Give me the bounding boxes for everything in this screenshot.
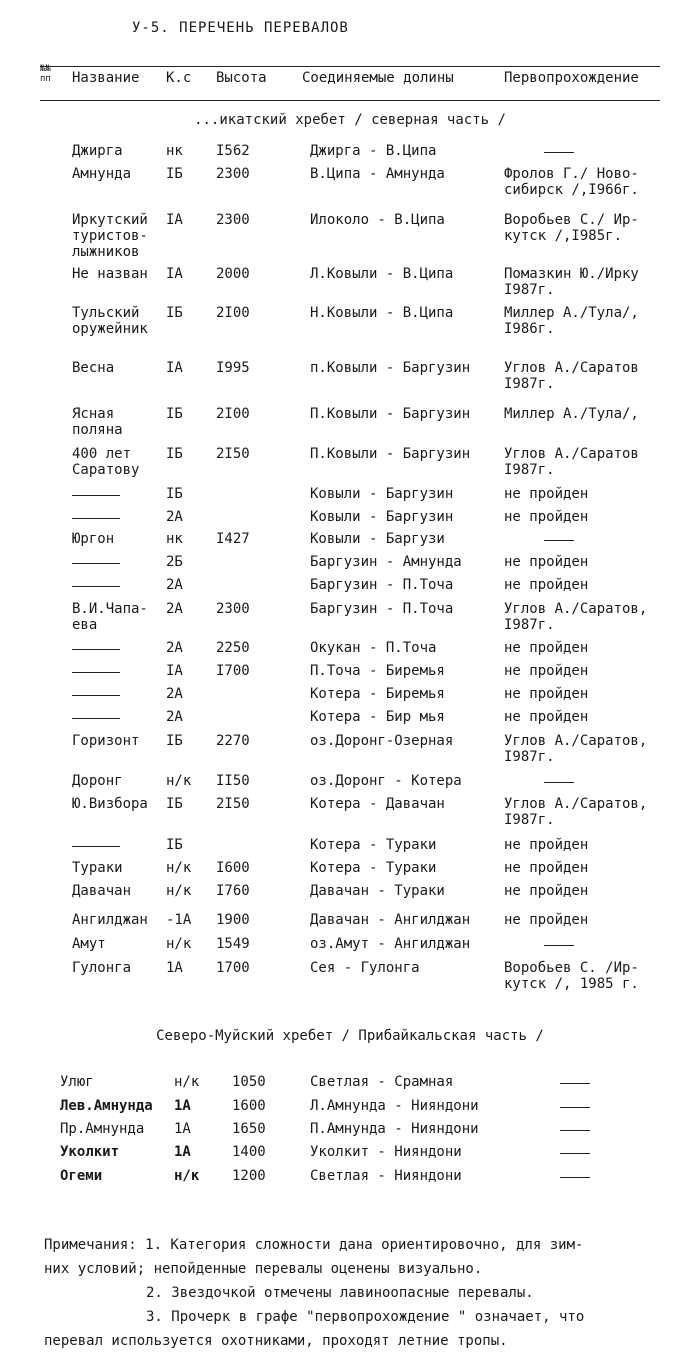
pass-name: Давачан bbox=[72, 883, 132, 899]
pass-valleys: П.Ковыли - Баргузин bbox=[310, 406, 471, 422]
pass-name: Лев.Амнунда bbox=[60, 1098, 153, 1114]
pass-name: Доронг bbox=[72, 773, 123, 789]
pass-category: IБ bbox=[166, 796, 183, 812]
note-line: 3. Прочерк в графе "первопрохождение " означает, что bbox=[146, 1309, 585, 1325]
pass-category: 1А bbox=[174, 1121, 191, 1137]
pass-category: н/к bbox=[166, 860, 192, 876]
pass-name: Улюг bbox=[60, 1074, 94, 1090]
pass-first-ascent: не пройден bbox=[504, 640, 589, 656]
pass-category: IА bbox=[166, 212, 183, 228]
pass-valleys: оз.Доронг-Озерная bbox=[310, 733, 454, 749]
pass-height: 2I00 bbox=[216, 305, 250, 321]
pass-name: Уколкит bbox=[60, 1144, 120, 1160]
dash-placeholder bbox=[72, 649, 120, 650]
pass-height: 2I50 bbox=[216, 446, 250, 462]
dash-placeholder bbox=[72, 672, 120, 673]
pass-valleys: П.Ковыли - Баргузин bbox=[310, 446, 471, 462]
section-title-1: ...икатский хребет / северная часть / bbox=[194, 112, 506, 128]
header-first-ascent: Первопрохождение bbox=[504, 70, 639, 86]
pass-valleys: Ковыли - Баргузи bbox=[310, 531, 445, 547]
pass-first-ascent: Фролов Г./ Ново- сибирск /,I966г. bbox=[504, 166, 639, 198]
pass-name: Не назван bbox=[72, 266, 148, 282]
pass-first-ascent: Помазкин Ю./Ирку I987г. bbox=[504, 266, 639, 298]
pass-first-ascent: не пройден bbox=[504, 663, 589, 679]
pass-name: В.И.Чапа- ева bbox=[72, 601, 148, 633]
dash-placeholder bbox=[560, 1130, 590, 1131]
pass-valleys: Баргузин - Амнунда bbox=[310, 554, 462, 570]
pass-valleys: П.Амнунда - Нияндони bbox=[310, 1121, 479, 1137]
pass-category: н/к bbox=[174, 1074, 200, 1090]
pass-height: 2I50 bbox=[216, 796, 250, 812]
pass-valleys: Н.Ковыли - В.Ципа bbox=[310, 305, 454, 321]
pass-category: IБ bbox=[166, 733, 183, 749]
dash-placeholder bbox=[72, 495, 120, 496]
pass-category: 2А bbox=[166, 709, 183, 725]
pass-valleys: Котера - Давачан bbox=[310, 796, 445, 812]
pass-first-ascent: Углов А./Саратов I987г. bbox=[504, 446, 639, 478]
dash-placeholder bbox=[72, 695, 120, 696]
pass-valleys: Илоколо - В.Ципа bbox=[310, 212, 445, 228]
pass-valleys: п.Ковыли - Баргузин bbox=[310, 360, 471, 376]
pass-valleys: Светлая - Срамная bbox=[310, 1074, 454, 1090]
pass-valleys: Уколкит - Нияндони bbox=[310, 1144, 462, 1160]
pass-height: 1400 bbox=[232, 1144, 266, 1160]
pass-valleys: Окукан - П.Точа bbox=[310, 640, 437, 656]
pass-category: н/к bbox=[166, 773, 192, 789]
dash-placeholder bbox=[544, 945, 574, 946]
header-valleys: Соединяемые долины bbox=[302, 70, 454, 86]
pass-first-ascent: не пройден bbox=[504, 709, 589, 725]
pass-category: 2Б bbox=[166, 554, 183, 570]
pass-name: Тульский оружейник bbox=[72, 305, 148, 337]
pass-valleys: Давачан - Ангилджан bbox=[310, 912, 471, 928]
section-title-2: Северо-Муйский хребет / Прибайкальская часть / bbox=[156, 1028, 544, 1044]
pass-valleys: Джирга - В.Ципа bbox=[310, 143, 437, 159]
pass-height: 2250 bbox=[216, 640, 250, 656]
pass-first-ascent: не пройден bbox=[504, 554, 589, 570]
pass-height: I995 bbox=[216, 360, 250, 376]
pass-category: IБ bbox=[166, 486, 183, 502]
pass-category: 2А bbox=[166, 601, 183, 617]
pass-valleys: Котера - Биремья bbox=[310, 686, 445, 702]
pass-name: Весна bbox=[72, 360, 115, 376]
dash-placeholder bbox=[72, 586, 120, 587]
pass-name: Ю.Визбора bbox=[72, 796, 148, 812]
pass-category: 2А bbox=[166, 509, 183, 525]
pass-height: 1200 bbox=[232, 1168, 266, 1184]
dash-placeholder bbox=[560, 1177, 590, 1178]
pass-valleys: В.Ципа - Амнунда bbox=[310, 166, 445, 182]
pass-first-ascent: не пройден bbox=[504, 509, 589, 525]
pass-height: I600 bbox=[216, 860, 250, 876]
pass-category: 2А bbox=[166, 640, 183, 656]
pass-height: 2300 bbox=[216, 212, 250, 228]
pass-category: IБ bbox=[166, 837, 183, 853]
header-name: Название bbox=[72, 70, 140, 86]
dash-placeholder bbox=[72, 563, 120, 564]
pass-height: 2300 bbox=[216, 601, 250, 617]
pass-valleys: Давачан - Тураки bbox=[310, 883, 445, 899]
dash-placeholder bbox=[72, 718, 120, 719]
pass-height: I700 bbox=[216, 663, 250, 679]
dash-placeholder bbox=[560, 1107, 590, 1108]
pass-height: 1900 bbox=[216, 912, 250, 928]
pass-valleys: оз.Амут - Ангилджан bbox=[310, 936, 471, 952]
pass-name: Огеми bbox=[60, 1168, 103, 1184]
pass-valleys: Л.Амнунда - Нияндони bbox=[310, 1098, 479, 1114]
header-height: Высота bbox=[216, 70, 267, 86]
pass-valleys: Ковыли - Баргузин bbox=[310, 486, 454, 502]
pass-valleys: оз.Доронг - Котера bbox=[310, 773, 462, 789]
pass-name: Горизонт bbox=[72, 733, 140, 749]
pass-first-ascent: не пройден bbox=[504, 577, 589, 593]
pass-first-ascent: Миллер А./Тула/, I986г. bbox=[504, 305, 639, 337]
pass-height: 2I00 bbox=[216, 406, 250, 422]
pass-height: II50 bbox=[216, 773, 250, 789]
page-title: У-5. ПЕРЕЧЕНЬ ПЕРЕВАЛОВ bbox=[132, 20, 349, 36]
pass-category: IА bbox=[166, 360, 183, 376]
pass-name: Юргон bbox=[72, 531, 115, 547]
pass-first-ascent: Воробьев С. /Ир- кутск /, 1985 г. bbox=[504, 960, 639, 992]
pass-first-ascent: не пройден bbox=[504, 837, 589, 853]
pass-name: Пр.Амнунда bbox=[60, 1121, 145, 1137]
pass-first-ascent: не пройден bbox=[504, 686, 589, 702]
pass-name: Тураки bbox=[72, 860, 123, 876]
pass-category: 1А bbox=[174, 1098, 191, 1114]
pass-category: нк bbox=[166, 531, 183, 547]
header-top-rule bbox=[40, 66, 660, 67]
pass-category: IА bbox=[166, 663, 183, 679]
dash-placeholder bbox=[72, 846, 120, 847]
pass-name: 400 лет Саратову bbox=[72, 446, 140, 478]
pass-category: IБ bbox=[166, 166, 183, 182]
pass-first-ascent: Углов А./Саратов, I987г. bbox=[504, 733, 648, 765]
pass-category: -1А bbox=[166, 912, 192, 928]
note-line: Примечания: 1. Категория сложности дана ориентировочно, для зим- bbox=[44, 1237, 584, 1253]
pass-name: Амнунда bbox=[72, 166, 132, 182]
pass-category: 1А bbox=[174, 1144, 191, 1160]
pass-category: нк bbox=[166, 143, 183, 159]
note-line: перевал используется охотниками, проходят летние тропы. bbox=[44, 1333, 508, 1349]
pass-name: Иркутский туристов- лыжников bbox=[72, 212, 148, 260]
pass-height: 1050 bbox=[232, 1074, 266, 1090]
pass-height: 1600 bbox=[232, 1098, 266, 1114]
pass-height: 1700 bbox=[216, 960, 250, 976]
dash-placeholder bbox=[560, 1153, 590, 1154]
pass-first-ascent: не пройден bbox=[504, 883, 589, 899]
pass-category: IБ bbox=[166, 446, 183, 462]
header-category: К.с bbox=[166, 70, 192, 86]
pass-valleys: Светлая - Нияндони bbox=[310, 1168, 462, 1184]
pass-height: 1549 bbox=[216, 936, 250, 952]
note-line: 2. Звездочкой отмечены лавиноопасные перевалы. bbox=[146, 1285, 534, 1301]
dash-placeholder bbox=[560, 1083, 590, 1084]
pass-valleys: Ковыли - Баргузин bbox=[310, 509, 454, 525]
pass-category: IБ bbox=[166, 406, 183, 422]
pass-height: 2000 bbox=[216, 266, 250, 282]
pass-valleys: Баргузин - П.Точа bbox=[310, 577, 454, 593]
pass-category: 2А bbox=[166, 577, 183, 593]
dash-placeholder bbox=[544, 540, 574, 541]
pass-name: Ясная поляна bbox=[72, 406, 123, 438]
pass-height: I562 bbox=[216, 143, 250, 159]
pass-height: I427 bbox=[216, 531, 250, 547]
header-num: №№ пп bbox=[40, 64, 51, 84]
pass-category: н/к bbox=[174, 1168, 200, 1184]
pass-valleys: Котера - Бир мья bbox=[310, 709, 445, 725]
header-bottom-rule bbox=[40, 100, 660, 101]
pass-category: 2А bbox=[166, 686, 183, 702]
pass-name: Ангилджан bbox=[72, 912, 148, 928]
pass-valleys: Л.Ковыли - В.Ципа bbox=[310, 266, 454, 282]
pass-first-ascent: не пройден bbox=[504, 912, 589, 928]
pass-name: Амут bbox=[72, 936, 106, 952]
pass-first-ascent: Углов А./Саратов, I987г. bbox=[504, 601, 648, 633]
pass-valleys: П.Точа - Биремья bbox=[310, 663, 445, 679]
pass-first-ascent: Углов А./Саратов I987г. bbox=[504, 360, 639, 392]
pass-first-ascent: Углов А./Саратов, I987г. bbox=[504, 796, 648, 828]
pass-height: I760 bbox=[216, 883, 250, 899]
pass-height: 1650 bbox=[232, 1121, 266, 1137]
pass-name: Гулонга bbox=[72, 960, 132, 976]
pass-first-ascent: не пройден bbox=[504, 860, 589, 876]
pass-height: 2270 bbox=[216, 733, 250, 749]
pass-first-ascent: Воробьев С./ Ир- кутск /,I985г. bbox=[504, 212, 639, 244]
pass-category: 1А bbox=[166, 960, 183, 976]
pass-name: Джирга bbox=[72, 143, 123, 159]
pass-valleys: Котера - Тураки bbox=[310, 837, 437, 853]
pass-height: 2300 bbox=[216, 166, 250, 182]
pass-category: IА bbox=[166, 266, 183, 282]
dash-placeholder bbox=[72, 518, 120, 519]
pass-valleys: Котера - Тураки bbox=[310, 860, 437, 876]
note-line: них условий; непойденные перевалы оценены визуально. bbox=[44, 1261, 483, 1277]
pass-category: н/к bbox=[166, 883, 192, 899]
pass-category: IБ bbox=[166, 305, 183, 321]
dash-placeholder bbox=[544, 152, 574, 153]
pass-first-ascent: Миллер А./Тула/, bbox=[504, 406, 639, 422]
dash-placeholder bbox=[544, 782, 574, 783]
pass-valleys: Баргузин - П.Точа bbox=[310, 601, 454, 617]
pass-category: н/к bbox=[166, 936, 192, 952]
pass-first-ascent: не пройден bbox=[504, 486, 589, 502]
pass-valleys: Сея - Гулонга bbox=[310, 960, 420, 976]
